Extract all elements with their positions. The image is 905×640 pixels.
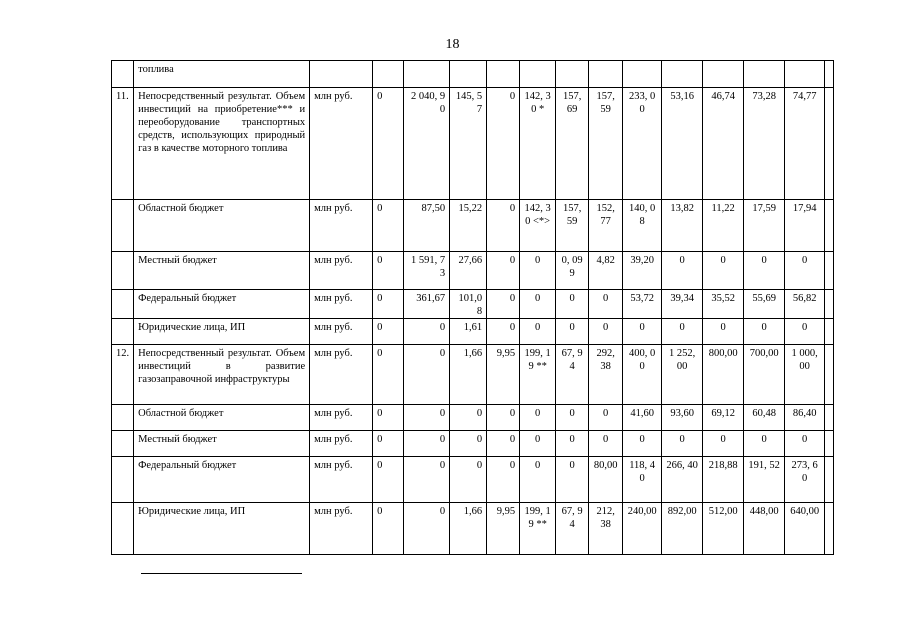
table-row [112, 457, 834, 503]
row-name: Областной бюджет [134, 405, 310, 431]
value-cell: 266, 40 [662, 457, 703, 503]
row-number [112, 319, 134, 345]
value-cell: 400, 00 [623, 345, 662, 405]
value-cell [744, 61, 785, 88]
value-cell: 700,00 [744, 345, 785, 405]
value-cell: 46,74 [703, 88, 744, 200]
value-cell: 640,00 [785, 503, 825, 555]
row-unit: млн руб. [310, 252, 373, 290]
value-cell: 0 [662, 252, 703, 290]
value-cell [487, 61, 520, 88]
value-cell: 0 [487, 290, 520, 319]
value-cell: 233, 00 [623, 88, 662, 200]
value-cell: 800,00 [703, 345, 744, 405]
value-cell: 0 [450, 431, 487, 457]
value-cell: 0 [404, 345, 450, 405]
value-cell [825, 345, 834, 405]
value-cell: 1 000, 00 [785, 345, 825, 405]
table-body [112, 61, 834, 555]
value-cell: 0 [556, 319, 589, 345]
value-cell: 892,00 [662, 503, 703, 555]
value-cell: 0 [373, 345, 404, 405]
row-number [112, 503, 134, 555]
row-number: 12. [112, 345, 134, 405]
value-cell: 0 [589, 431, 623, 457]
value-cell: 0 [703, 319, 744, 345]
value-cell [520, 61, 556, 88]
value-cell: 67, 94 [556, 345, 589, 405]
value-cell: 73,28 [744, 88, 785, 200]
value-cell: 17,94 [785, 200, 825, 252]
value-cell: 80,00 [589, 457, 623, 503]
row-unit: млн руб. [310, 88, 373, 200]
value-cell: 1 252, 00 [662, 345, 703, 405]
value-cell [825, 457, 834, 503]
value-cell: 273, 60 [785, 457, 825, 503]
value-cell [825, 252, 834, 290]
table-row [112, 290, 834, 319]
value-cell: 0 [487, 88, 520, 200]
row-name: топлива [134, 61, 310, 88]
value-cell: 11,22 [703, 200, 744, 252]
value-cell: 512,00 [703, 503, 744, 555]
value-cell: 0 [373, 319, 404, 345]
value-cell: 0 [373, 88, 404, 200]
row-unit: млн руб. [310, 345, 373, 405]
value-cell: 157, 59 [589, 88, 623, 200]
table-row [112, 503, 834, 555]
value-cell: 74,77 [785, 88, 825, 200]
row-unit: млн руб. [310, 503, 373, 555]
value-cell: 0 [556, 290, 589, 319]
table-row [112, 88, 834, 200]
value-cell: 152, 77 [589, 200, 623, 252]
value-cell: 0 [703, 252, 744, 290]
table-row [112, 319, 834, 345]
value-cell: 86,40 [785, 405, 825, 431]
page-number: 18 [445, 37, 460, 52]
row-number [112, 200, 134, 252]
row-number [112, 61, 134, 88]
value-cell [825, 319, 834, 345]
value-cell: 53,72 [623, 290, 662, 319]
value-cell [825, 503, 834, 555]
value-cell: 56,82 [785, 290, 825, 319]
value-cell: 0 [785, 319, 825, 345]
value-cell [703, 61, 744, 88]
value-cell: 0 [487, 200, 520, 252]
value-cell [662, 61, 703, 88]
value-cell: 0 [373, 431, 404, 457]
value-cell: 448,00 [744, 503, 785, 555]
value-cell: 101,08 [450, 290, 487, 319]
value-cell: 0 [662, 431, 703, 457]
value-cell: 0 [623, 431, 662, 457]
value-cell: 0 [487, 319, 520, 345]
value-cell: 0 [520, 252, 556, 290]
value-cell: 35,52 [703, 290, 744, 319]
value-cell: 17,59 [744, 200, 785, 252]
value-cell: 0 [487, 457, 520, 503]
row-name: Местный бюджет [134, 431, 310, 457]
value-cell [556, 61, 589, 88]
value-cell: 0 [744, 252, 785, 290]
table-row [112, 61, 834, 88]
value-cell: 67, 94 [556, 503, 589, 555]
row-unit: млн руб. [310, 457, 373, 503]
value-cell: 218,88 [703, 457, 744, 503]
value-cell: 199, 19 ** [520, 503, 556, 555]
value-cell [825, 290, 834, 319]
value-cell: 0 [520, 405, 556, 431]
value-cell: 0 [744, 319, 785, 345]
investment-table [111, 60, 834, 555]
value-cell: 0 [373, 503, 404, 555]
row-number [112, 431, 134, 457]
value-cell: 1,66 [450, 345, 487, 405]
value-cell: 0 [520, 290, 556, 319]
value-cell: 0 [404, 503, 450, 555]
value-cell: 53,16 [662, 88, 703, 200]
value-cell [825, 405, 834, 431]
value-cell: 0 [662, 319, 703, 345]
row-number: 11. [112, 88, 134, 200]
value-cell: 0 [703, 431, 744, 457]
value-cell: 0 [556, 457, 589, 503]
value-cell: 9,95 [487, 503, 520, 555]
row-name: Областной бюджет [134, 200, 310, 252]
value-cell: 9,95 [487, 345, 520, 405]
table-row [112, 345, 834, 405]
row-number [112, 457, 134, 503]
value-cell [825, 200, 834, 252]
row-unit [310, 61, 373, 88]
value-cell: 0 [556, 405, 589, 431]
value-cell: 0 [487, 252, 520, 290]
value-cell: 0 [487, 431, 520, 457]
value-cell [450, 61, 487, 88]
value-cell: 0 [556, 431, 589, 457]
value-cell: 361,67 [404, 290, 450, 319]
value-cell [825, 61, 834, 88]
value-cell: 142, 30 * [520, 88, 556, 200]
value-cell [404, 61, 450, 88]
value-cell: 0 [404, 319, 450, 345]
value-cell: 1,61 [450, 319, 487, 345]
value-cell: 0 [404, 405, 450, 431]
value-cell: 0 [520, 431, 556, 457]
value-cell: 140, 08 [623, 200, 662, 252]
value-cell: 0 [373, 290, 404, 319]
row-number [112, 405, 134, 431]
value-cell: 199, 19 ** [520, 345, 556, 405]
value-cell: 1 591, 73 [404, 252, 450, 290]
value-cell: 13,82 [662, 200, 703, 252]
value-cell: 69,12 [703, 405, 744, 431]
value-cell: 0 [785, 252, 825, 290]
row-name: Непосредственный результат. Объем инвестиций на приобретение*** и переоборудование транспортных средств, использующих природный газ в качестве моторного топлива [134, 88, 310, 200]
value-cell: 0 [487, 405, 520, 431]
value-cell [825, 88, 834, 200]
value-cell: 240,00 [623, 503, 662, 555]
value-cell: 0 [589, 319, 623, 345]
row-name: Федеральный бюджет [134, 457, 310, 503]
value-cell [623, 61, 662, 88]
value-cell: 87,50 [404, 200, 450, 252]
value-cell: 41,60 [623, 405, 662, 431]
value-cell: 0 [589, 405, 623, 431]
row-unit: млн руб. [310, 431, 373, 457]
value-cell: 27,66 [450, 252, 487, 290]
value-cell: 0 [373, 405, 404, 431]
value-cell [373, 61, 404, 88]
row-name: Юридические лица, ИП [134, 319, 310, 345]
value-cell [589, 61, 623, 88]
value-cell: 93,60 [662, 405, 703, 431]
value-cell: 157, 69 [556, 88, 589, 200]
footnote-separator [141, 573, 302, 574]
table-row [112, 405, 834, 431]
table-row [112, 200, 834, 252]
value-cell: 60,48 [744, 405, 785, 431]
row-name: Федеральный бюджет [134, 290, 310, 319]
row-unit: млн руб. [310, 405, 373, 431]
row-unit: млн руб. [310, 200, 373, 252]
value-cell [785, 61, 825, 88]
row-number [112, 290, 134, 319]
value-cell: 0 [404, 431, 450, 457]
value-cell: 191, 52 [744, 457, 785, 503]
value-cell: 0 [589, 290, 623, 319]
value-cell: 0 [373, 252, 404, 290]
value-cell: 0 [785, 431, 825, 457]
table-row [112, 431, 834, 457]
table-row [112, 252, 834, 290]
value-cell: 0 [520, 457, 556, 503]
value-cell: 0 [373, 457, 404, 503]
value-cell: 15,22 [450, 200, 487, 252]
value-cell: 118, 40 [623, 457, 662, 503]
row-name: Непосредственный результат. Объем инвестиций в развитие газозаправочной инфраструктуры [134, 345, 310, 405]
value-cell: 292, 38 [589, 345, 623, 405]
value-cell: 39,20 [623, 252, 662, 290]
value-cell: 4,82 [589, 252, 623, 290]
row-name: Юридические лица, ИП [134, 503, 310, 555]
value-cell: 0 [450, 405, 487, 431]
row-number [112, 252, 134, 290]
value-cell: 0 [744, 431, 785, 457]
row-unit: млн руб. [310, 290, 373, 319]
value-cell: 2 040, 90 [404, 88, 450, 200]
value-cell: 0 [623, 319, 662, 345]
value-cell: 0 [373, 200, 404, 252]
value-cell: 0, 099 [556, 252, 589, 290]
row-name: Местный бюджет [134, 252, 310, 290]
row-unit: млн руб. [310, 319, 373, 345]
value-cell: 0 [404, 457, 450, 503]
value-cell: 145, 57 [450, 88, 487, 200]
value-cell: 0 [520, 319, 556, 345]
value-cell: 39,34 [662, 290, 703, 319]
value-cell: 142, 30 <*> [520, 200, 556, 252]
value-cell: 1,66 [450, 503, 487, 555]
value-cell [825, 431, 834, 457]
value-cell: 157, 59 [556, 200, 589, 252]
value-cell: 212, 38 [589, 503, 623, 555]
value-cell: 0 [450, 457, 487, 503]
value-cell: 55,69 [744, 290, 785, 319]
